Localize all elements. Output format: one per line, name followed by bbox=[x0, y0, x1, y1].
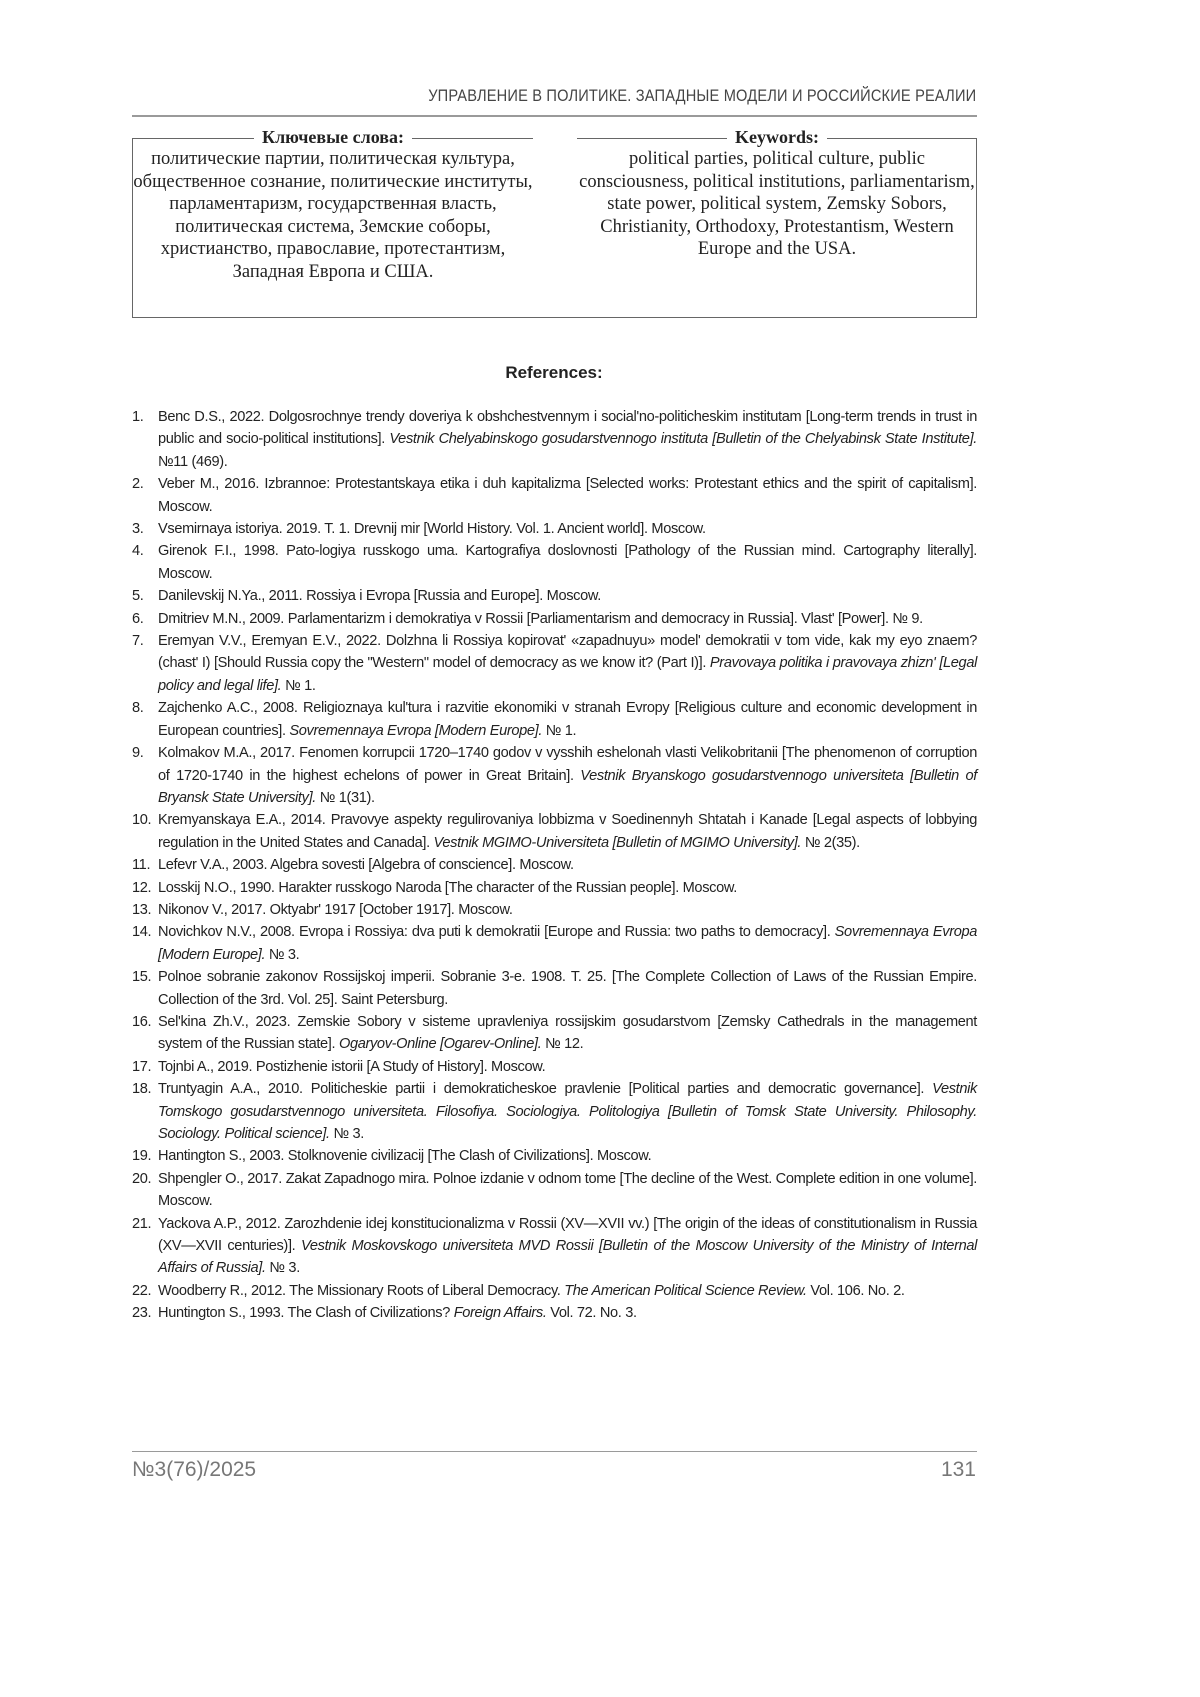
reference-text: Vsemirnaya istoriya. 2019. T. 1. Drevnij mir [World History. Vol. 1. Ancient world]. Moscow. bbox=[158, 521, 706, 537]
reference-number: 5. bbox=[132, 585, 143, 607]
reference-number: 16. bbox=[132, 1011, 151, 1033]
reference-source: Vestnik Moskovskogo universiteta MVD Rossii [Bulletin of the Moscow University of the Ministry of Internal Affairs of Russia]. bbox=[158, 1238, 977, 1276]
reference-number: 17. bbox=[132, 1056, 151, 1078]
keywords-ru-title: Ключевые слова: bbox=[254, 127, 412, 148]
reference-source: Ogaryov-Online [Ogarev-Online]. bbox=[339, 1036, 541, 1052]
references-list bbox=[132, 406, 977, 1325]
reference-issue: № 12. bbox=[541, 1036, 583, 1052]
references-title: References: bbox=[132, 363, 976, 383]
reference-source: Sovremennaya Evropa [Modern Europe]. bbox=[158, 924, 977, 962]
reference-issue: № 3. bbox=[330, 1126, 364, 1142]
keywords-box bbox=[132, 138, 977, 318]
page-number: 131 bbox=[941, 1458, 976, 1482]
reference-number: 2. bbox=[132, 473, 143, 495]
reference-issue: №11 (469). bbox=[158, 454, 227, 470]
reference-text: Yackova A.P., 2012. Zarozhdenie idej konstitucionalizma v Rossii (XV—XVII vv.) [The origin of the ideas of constitutionalism in Russia (XV—XVII centuries)]. bbox=[158, 1216, 977, 1254]
running-header bbox=[132, 86, 976, 106]
reference-text: Danilevskij N.Ya., 2011. Rossiya i Evropa [Russia and Europe]. Moscow. bbox=[158, 588, 601, 604]
reference-number: 18. bbox=[132, 1078, 151, 1100]
reference-number: 4. bbox=[132, 540, 143, 562]
reference-item bbox=[132, 921, 977, 966]
reference-text: Lefevr V.A., 2003. Algebra sovesti [Algebra of conscience]. Moscow. bbox=[158, 857, 574, 873]
reference-text: Kremyanskaya E.A., 2014. Pravovye aspekty regulirovaniya lobbizma v Soedinennyh Shtatah i Kanade [Legal aspects of lobbying regulation in the United States and Canada]. bbox=[158, 812, 977, 850]
reference-text: Girenok F.I., 1998. Pato-logiya russkogo uma. Kartografiya doslovnosti [Pathology of the Russian mind. Cartography literally]. Moscow. bbox=[158, 543, 977, 581]
reference-text: Tojnbi A., 2019. Postizhenie istorii [A Study of History]. Moscow. bbox=[158, 1059, 545, 1075]
reference-source: Foreign Affairs. bbox=[454, 1305, 547, 1321]
reference-issue: № 3. bbox=[265, 947, 299, 963]
reference-text: Kolmakov M.A., 2017. Fenomen korrupcii 1720–1740 godov v vysshih eshelonah vlasti Velikobritanii [The phenomenon of corruption of 1720-1740 in the highest echelons of power in Great Britain]. bbox=[158, 745, 977, 783]
header-divider bbox=[132, 115, 977, 117]
reference-item bbox=[132, 540, 977, 585]
reference-number: 23. bbox=[132, 1302, 151, 1324]
reference-number: 19. bbox=[132, 1145, 151, 1167]
reference-number: 8. bbox=[132, 697, 143, 719]
reference-text: Nikonov V., 2017. Oktyabr' 1917 [October 1917]. Moscow. bbox=[158, 902, 513, 918]
reference-text: Polnoe sobranie zakonov Rossijskoj imperii. Sobranie 3-e. 1908. T. 25. [The Complete Collection of Laws of the Russian Empire. Collection of the 3rd. Vol. 25]. Saint Petersburg. bbox=[158, 969, 977, 1007]
issue-number: №3(76)/2025 bbox=[132, 1458, 256, 1482]
reference-item bbox=[132, 518, 977, 540]
reference-item bbox=[132, 877, 977, 899]
reference-item bbox=[132, 966, 977, 1011]
reference-number: 9. bbox=[132, 742, 143, 764]
reference-issue: Vol. 72. No. 3. bbox=[547, 1305, 637, 1321]
reference-item bbox=[132, 1011, 977, 1056]
reference-number: 3. bbox=[132, 518, 143, 540]
reference-item bbox=[132, 1145, 977, 1167]
reference-issue: № 1. bbox=[281, 678, 315, 694]
reference-item bbox=[132, 742, 977, 809]
reference-issue: Vol. 106. No. 2. bbox=[807, 1283, 905, 1299]
reference-number: 11. bbox=[132, 854, 150, 876]
reference-issue: № 2(35). bbox=[801, 835, 860, 851]
reference-number: 20. bbox=[132, 1168, 151, 1190]
reference-item bbox=[132, 585, 977, 607]
reference-issue: № 3. bbox=[266, 1260, 300, 1276]
reference-text: Truntyagin A.A., 2010. Politicheskie partii i demokraticheskoe pravlenie [Political parties and democratic governance]. bbox=[158, 1081, 932, 1097]
reference-item bbox=[132, 1213, 977, 1280]
reference-number: 10. bbox=[132, 809, 151, 831]
reference-text: Dmitriev M.N., 2009. Parlamentarizm i demokratiya v Rossii [Parliamentarism and democracy in Russia]. Vlast' [Power]. № 9. bbox=[158, 611, 923, 627]
keywords-en-text: political parties, political culture, public consciousness, political institutions, parliamentarism, state power, political system, Zemsky Sobors, Christianity, Orthodoxy, Protestantism, Western Europe and the USA. bbox=[577, 148, 977, 261]
reference-item bbox=[132, 809, 977, 854]
reference-number: 7. bbox=[132, 630, 143, 652]
reference-item bbox=[132, 1078, 977, 1145]
keywords-en-title: Keywords: bbox=[727, 127, 827, 148]
reference-source: Vestnik Bryanskogo gosudarstvennogo universiteta [Bulletin of Bryansk State University]. bbox=[158, 768, 977, 806]
reference-number: 6. bbox=[132, 608, 143, 630]
reference-item bbox=[132, 1302, 977, 1324]
reference-source: Sovremennaya Evropa [Modern Europe]. bbox=[289, 723, 542, 739]
reference-source: Vestnik Tomskogo gosudarstvennogo universiteta. Filosofiya. Sociologiya. Politologiya [Bulletin of Tomsk State University. Philosophy. Sociology. Political science]. bbox=[158, 1081, 977, 1142]
keywords-en bbox=[577, 126, 977, 261]
reference-item bbox=[132, 899, 977, 921]
reference-item bbox=[132, 608, 977, 630]
keywords-ru bbox=[133, 126, 533, 283]
reference-issue: № 1(31). bbox=[316, 790, 375, 806]
reference-number: 21. bbox=[132, 1213, 151, 1235]
reference-text: Sel'kina Zh.V., 2023. Zemskie Sobory v sisteme upravleniya rossijskim gosudarstvom [Zemsky Cathedrals in the management system of the Russian state]. bbox=[158, 1014, 977, 1052]
reference-item bbox=[132, 854, 977, 876]
keywords-ru-text: политические партии, политическая культура, общественное сознание, политические институты, парламентаризм, государственная власть, политическая система, Земские соборы, христианство, православие, протестантизм, Западная Европа и США. bbox=[133, 148, 533, 283]
reference-text: Veber M., 2016. Izbrannoe: Protestantskaya etika i duh kapitalizma [Selected works: Protestant ethics and the spirit of capitalism]. Moscow. bbox=[158, 476, 977, 514]
reference-item bbox=[132, 1056, 977, 1078]
reference-item bbox=[132, 473, 977, 518]
reference-text: Shpengler O., 2017. Zakat Zapadnogo mira. Polnoe izdanie v odnom tome [The decline of the West. Complete edition in one volume]. Moscow. bbox=[158, 1171, 977, 1209]
reference-item bbox=[132, 630, 977, 697]
reference-number: 13. bbox=[132, 899, 151, 921]
reference-text: Hantington S., 2003. Stolknovenie civilizacij [The Clash of Civilizations]. Moscow. bbox=[158, 1148, 651, 1164]
reference-item bbox=[132, 697, 977, 742]
reference-number: 15. bbox=[132, 966, 151, 988]
reference-text: Woodberry R., 2012. The Missionary Roots of Liberal Democracy. bbox=[158, 1283, 564, 1299]
reference-source: Pravovaya politika i pravovaya zhizn' [Legal policy and legal life]. bbox=[158, 655, 977, 693]
reference-issue: № 1. bbox=[542, 723, 576, 739]
reference-number: 12. bbox=[132, 877, 151, 899]
reference-source: Vestnik Chelyabinskogo gosudarstvennogo instituta [Bulletin of the Chelyabinsk State Institute]. bbox=[389, 431, 977, 447]
reference-item bbox=[132, 406, 977, 473]
reference-text: Zajchenko A.C., 2008. Religioznaya kul'tura i razvitie ekonomiki v stranah Evropy [Religious culture and economic development in European countries]. bbox=[158, 700, 977, 738]
reference-number: 1. bbox=[132, 406, 143, 428]
reference-item bbox=[132, 1168, 977, 1213]
reference-text: Losskij N.O., 1990. Harakter russkogo Naroda [The character of the Russian people]. Moscow. bbox=[158, 880, 737, 896]
reference-text: Eremyan V.V., Eremyan E.V., 2022. Dolzhna li Rossiya kopirovat' «zapadnuyu» model' demokratii v tom vide, kak my eyo znaem? (chast' I) [Should Russia copy the "Western" model of democracy as we know it? (Part I)]. bbox=[158, 633, 977, 671]
reference-text: Novichkov N.V., 2008. Evropa i Rossiya: dva puti k demokratii [Europe and Russia: two paths to democracy]. bbox=[158, 924, 835, 940]
reference-source: Vestnik MGIMO-Universiteta [Bulletin of MGIMO University]. bbox=[434, 835, 802, 851]
reference-source: The American Political Science Review. bbox=[564, 1283, 806, 1299]
reference-number: 22. bbox=[132, 1280, 151, 1302]
running-title: УПРАВЛЕНИЕ В ПОЛИТИКЕ. ЗАПАДНЫЕ МОДЕЛИ И РОССИЙСКИЕ РЕАЛИИ bbox=[428, 86, 976, 106]
reference-text: Huntington S., 1993. The Clash of Civilizations? bbox=[158, 1305, 454, 1321]
reference-text: Benc D.S., 2022. Dolgosrochnye trendy doveriya k obshchestvennym i social'no-politicheskim institutam [Long-term trends in trust in public and socio-political institutions]. bbox=[158, 409, 977, 447]
reference-number: 14. bbox=[132, 921, 151, 943]
footer-divider bbox=[132, 1451, 977, 1452]
reference-item bbox=[132, 1280, 977, 1302]
